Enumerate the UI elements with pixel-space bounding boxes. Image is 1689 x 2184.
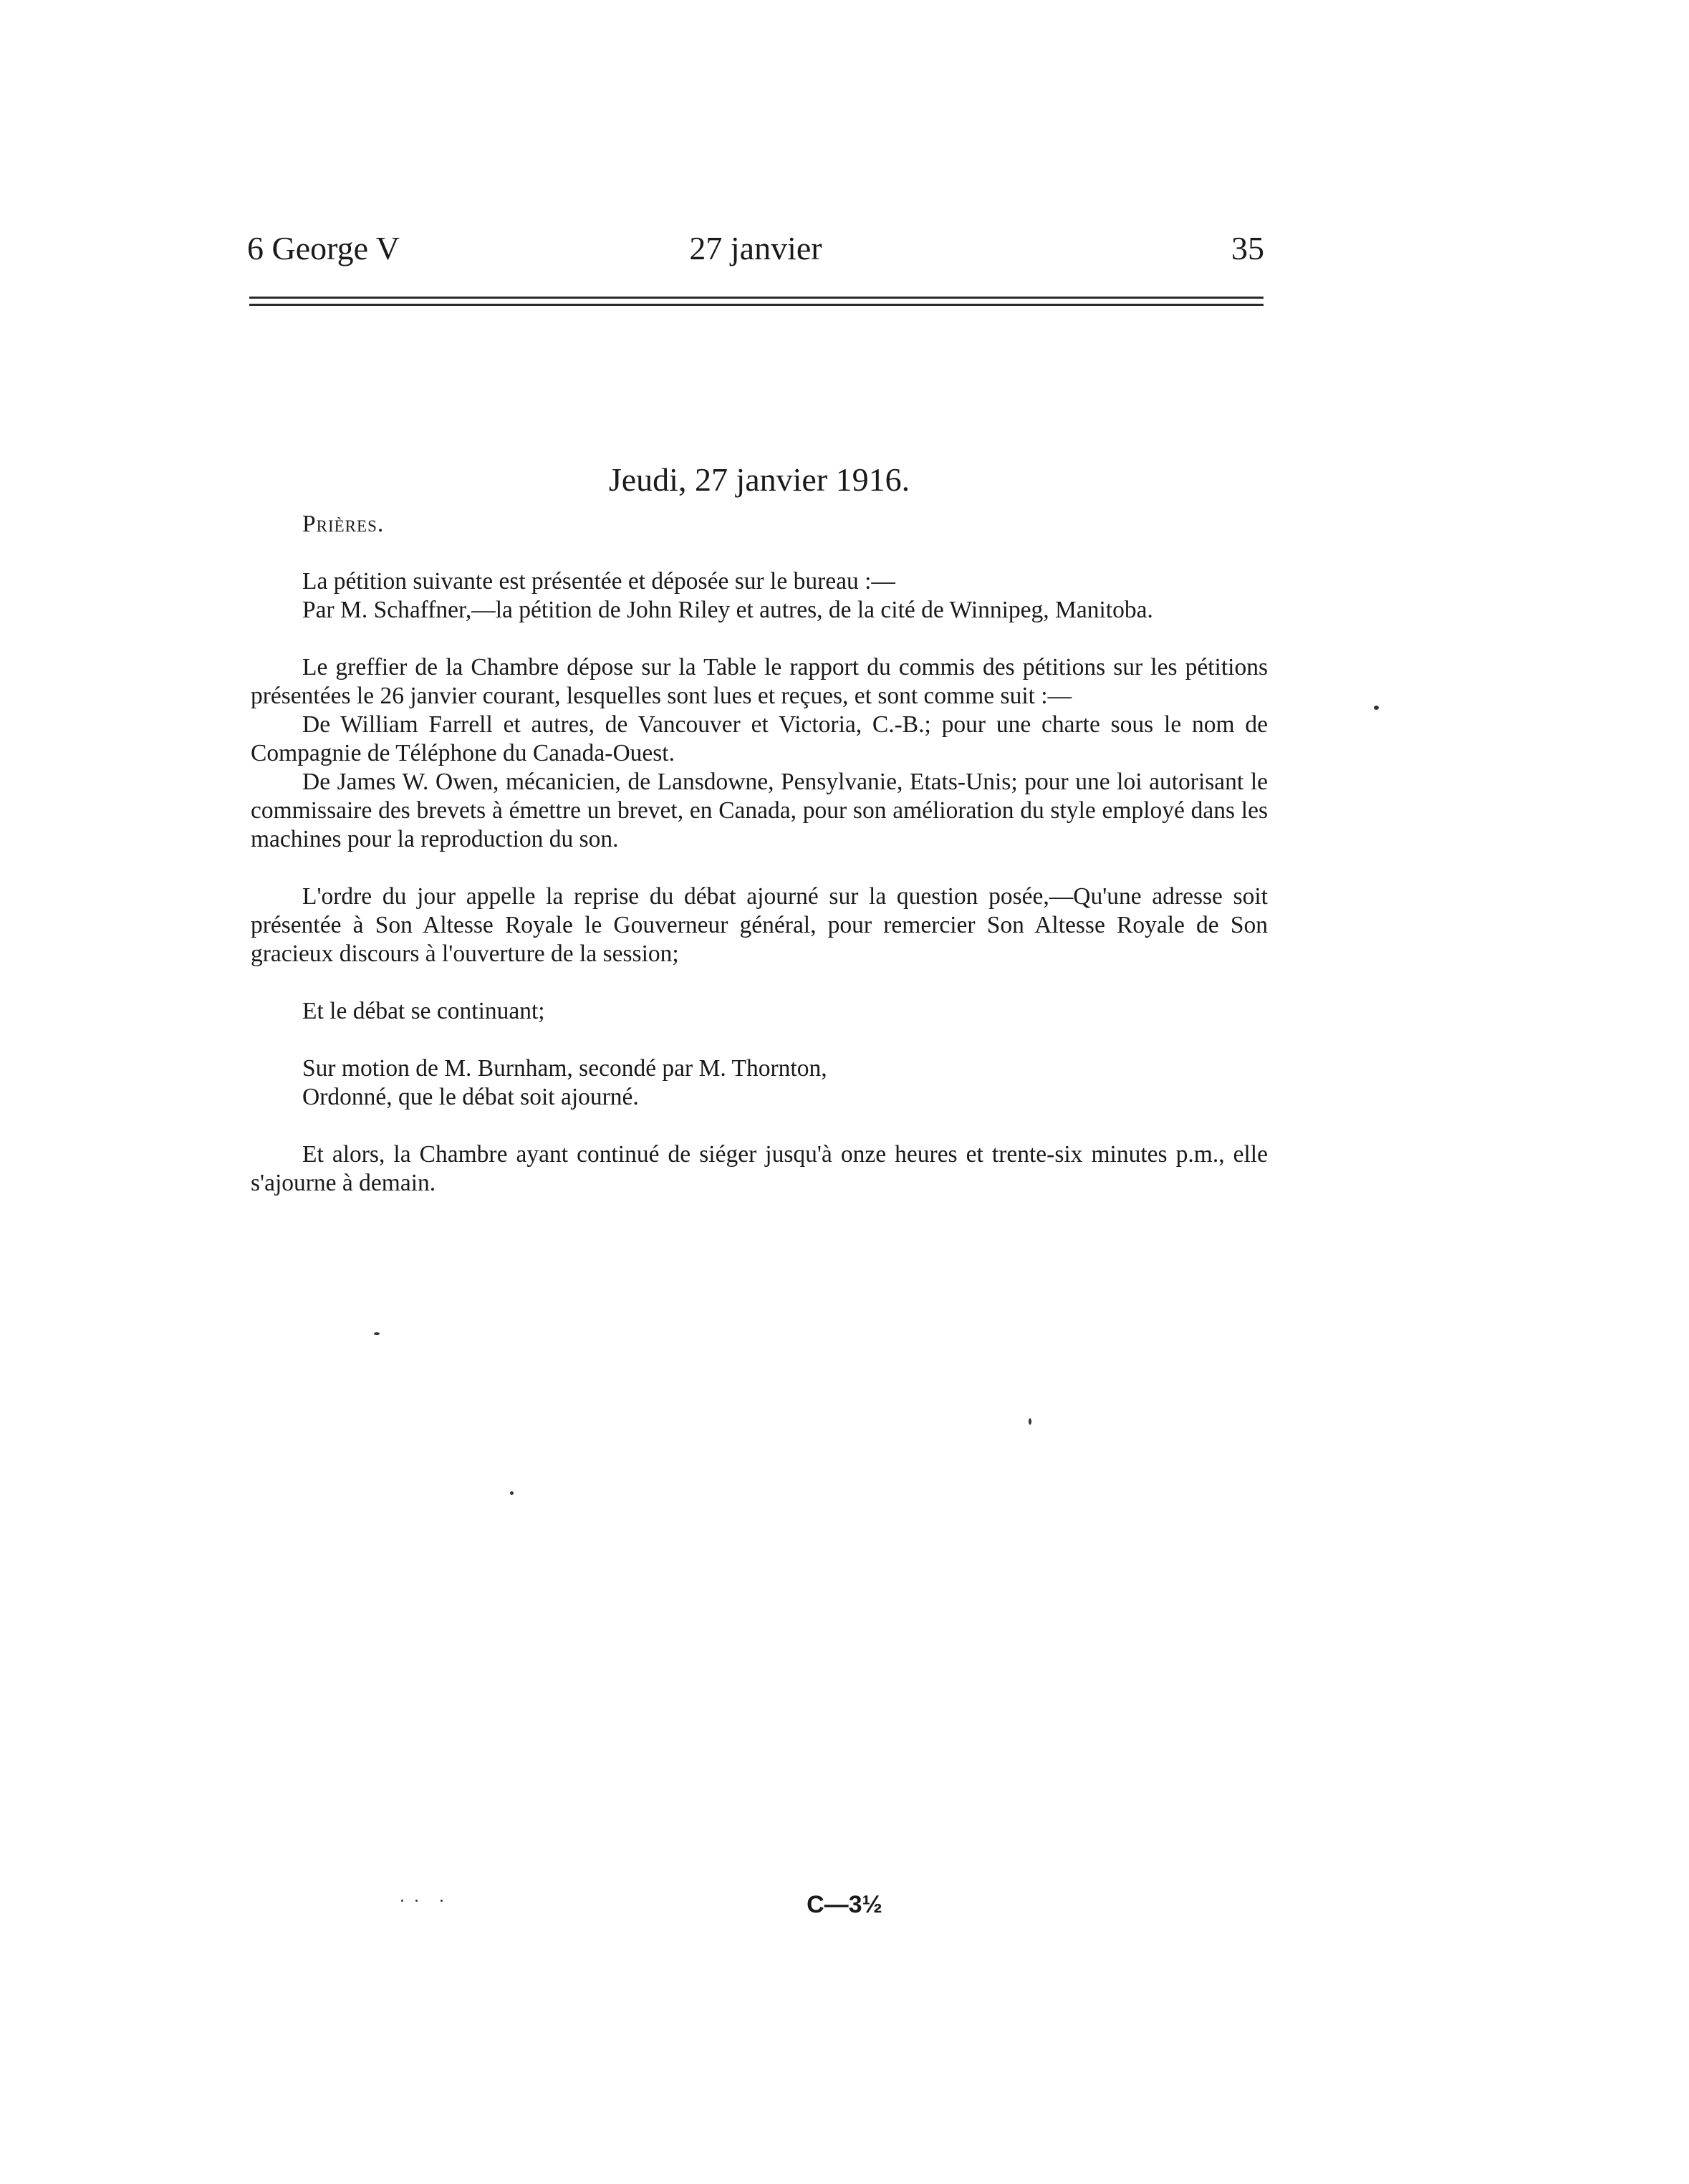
header-rule-top bbox=[249, 297, 1264, 299]
paragraph-petition-schaffner: Par M. Schaffner,—la pétition de John Riley et autres, de la cité de Winnipeg, Manitoba. bbox=[302, 597, 1153, 623]
signature-mark: C—3½ bbox=[807, 1891, 882, 1918]
journal-body bbox=[251, 510, 1268, 1198]
header-page-number: 35 bbox=[1231, 230, 1264, 266]
paragraph-petition-owen: De James W. Owen, mécanicien, de Lansdowne, Pensylvanie, Etats-Unis; pour une loi autorisant le commissaire des brevets à émettre un brevet, en Canada, pour son amélioration du style employé dans les machines pour la reproduction du son. bbox=[251, 769, 1268, 852]
paragraph-motion: Sur motion de M. Burnham, secondé par M. Thornton, bbox=[302, 1055, 827, 1082]
header-date: 27 janvier bbox=[689, 230, 822, 266]
paragraph-order-of-day: L'ordre du jour appelle la reprise du débat ajourné sur la question posée,—Qu'une adresse soit présentée à Son Altesse Royale le Gouverneur général, pour remercier Son Altesse Royale de Son gracieux discours à l'ouverture de la session; bbox=[251, 883, 1268, 967]
paragraph-adjournment: Et alors, la Chambre ayant continué de siéger jusqu'à onze heures et trente-six minutes p.m., elle s'ajourne à demain. bbox=[251, 1141, 1268, 1196]
header-rule-bottom bbox=[249, 304, 1264, 306]
prieres-heading: Prières. bbox=[302, 511, 385, 537]
day-title-text: Jeudi, 27 janvier 1916. bbox=[608, 461, 910, 498]
scan-speck bbox=[415, 1900, 418, 1902]
scan-speck bbox=[374, 1332, 380, 1335]
paragraph-petition-intro: La pétition suivante est présentée et déposée sur le bureau :— bbox=[302, 568, 895, 595]
paragraph-clerk-report: Le greffier de la Chambre dépose sur la Table le rapport du commis des pétitions sur les pétitions présentées le 26 janvier courant, lesquelles sont lues et reçues, et sont comme suit :— bbox=[251, 654, 1268, 709]
paragraph-debate-continuing: Et le débat se continuant; bbox=[302, 998, 545, 1024]
running-header bbox=[247, 223, 1264, 274]
day-title bbox=[0, 458, 1519, 501]
scan-speck bbox=[1029, 1418, 1031, 1425]
paragraph-ordered: Ordonné, que le débat soit ajourné. bbox=[302, 1084, 639, 1110]
header-regnal-year: 6 George V bbox=[247, 230, 400, 266]
scan-speck bbox=[1374, 706, 1379, 710]
scan-speck bbox=[441, 1900, 443, 1902]
scan-speck bbox=[510, 1491, 514, 1495]
scan-speck bbox=[401, 1900, 403, 1902]
paragraph-petition-farrell: De William Farrell et autres, de Vancouver et Victoria, C.-B.; pour une charte sous le nom de Compagnie de Téléphone du Canada-Ouest. bbox=[251, 711, 1268, 766]
